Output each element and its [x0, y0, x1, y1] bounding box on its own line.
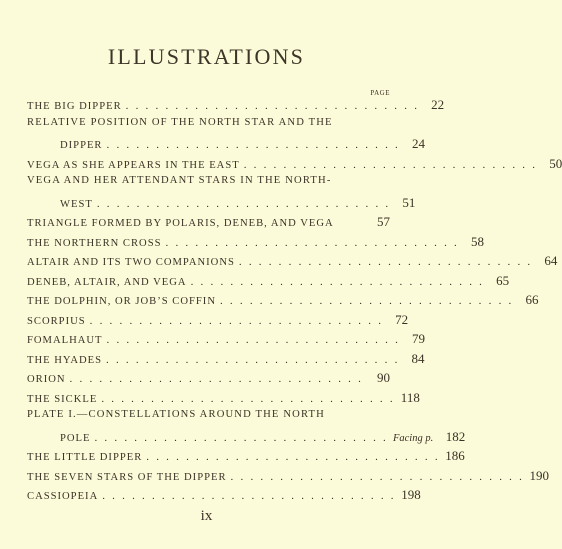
list-item-continuation	[27, 194, 416, 215]
entry-title: THE SEVEN STARS OF THE DIPPER	[27, 471, 227, 483]
dot-leader: ..............................	[125, 100, 425, 112]
dot-leader: ..............................	[243, 158, 543, 171]
list-item	[27, 272, 510, 293]
entry-title: THE BIG DIPPER	[27, 101, 122, 112]
entry-page: 24	[412, 136, 425, 151]
dot-leader: ..............................	[146, 451, 445, 463]
entry-page: 118	[400, 389, 420, 405]
entry-page: 22	[431, 97, 445, 112]
list-item	[27, 155, 562, 176]
dot-leader: ..............................	[106, 353, 405, 366]
list-item	[27, 389, 420, 410]
entry-page: 190	[529, 467, 550, 483]
list-item-continuation	[27, 136, 425, 156]
dot-leader: ..............................	[230, 470, 530, 483]
entry-page: 58	[471, 233, 484, 249]
list-item	[27, 214, 390, 234]
entry-page: 72	[395, 311, 409, 327]
list-item	[27, 350, 425, 371]
dot-leader: ..............................	[165, 236, 464, 249]
page-heading: ILLUSTRATIONS	[107, 44, 306, 69]
list-item-continuation	[27, 428, 466, 449]
entry-title: THE HYADES	[27, 354, 103, 366]
entry-title: THE NORTHERN CROSS	[27, 237, 162, 249]
list-item	[27, 117, 390, 137]
dot-leader: ..............................	[94, 431, 393, 444]
dot-leader: ..............................	[69, 373, 369, 385]
list-item	[27, 448, 465, 468]
entry-title: VEGA AND HER ATTENDANT STARS IN THE NORTH-	[27, 175, 332, 186]
list-item	[27, 175, 390, 195]
entry-title: DENEB, ALTAIR, AND VEGA	[27, 276, 187, 288]
illustrations-list	[27, 97, 562, 507]
facing-page-note: Facing p.	[392, 432, 434, 444]
entry-page: 65	[496, 272, 510, 288]
entry-title: RELATIVE POSITION OF THE NORTH STAR AND THE	[27, 116, 333, 128]
dot-leader: ..............................	[190, 275, 490, 288]
list-item	[27, 331, 426, 351]
page-folio: ix	[200, 508, 213, 524]
list-item	[27, 253, 558, 273]
entry-page: 57	[377, 214, 390, 229]
entry-title-continued: WEST	[60, 198, 93, 210]
page-column-label: PAGE	[370, 89, 390, 97]
dot-leader: ..............................	[219, 295, 519, 307]
dot-leader: ..............................	[101, 392, 400, 405]
list-item	[27, 292, 539, 312]
list-item	[27, 97, 445, 117]
entry-page: 198	[401, 487, 421, 502]
entry-title: CASSIOPEIA	[27, 491, 99, 502]
entry-page: 186	[445, 448, 465, 463]
list-item	[27, 409, 390, 429]
dot-leader: ..............................	[102, 490, 401, 502]
dot-leader: ..............................	[96, 197, 396, 210]
entry-page: 64	[544, 253, 558, 268]
list-item	[27, 370, 390, 390]
entry-title-continued: POLE	[60, 432, 91, 444]
entry-title: ALTAIR AND ITS TWO COMPANIONS	[27, 257, 235, 268]
entry-title: FOMALHAUT	[27, 335, 103, 346]
entry-title: THE LITTLE DIPPER	[27, 452, 143, 463]
entry-title: THE DOLPHIN, OR JOB’S COFFIN	[27, 296, 216, 307]
dot-leader: ..............................	[106, 334, 406, 346]
entry-page: 84	[411, 350, 425, 366]
entry-page: 182	[445, 428, 466, 444]
dot-leader: ..............................	[106, 139, 405, 151]
list-item	[27, 311, 409, 332]
entry-page: 79	[412, 331, 426, 346]
entry-title: VEGA AS SHE APPEARS IN THE EAST	[27, 159, 240, 171]
entry-title: SCORPIUS	[27, 315, 86, 327]
entry-page: 66	[525, 292, 539, 307]
entry-page: 51	[402, 194, 416, 210]
list-item	[27, 467, 550, 488]
list-item	[27, 487, 421, 507]
entry-page: 90	[377, 370, 390, 385]
entry-title: TRIANGLE FORMED BY POLARIS, DENEB, AND VEGA	[27, 218, 334, 229]
list-item	[27, 233, 484, 254]
entry-title: THE SICKLE	[27, 393, 98, 405]
entry-title: PLATE I.—CONSTELLATIONS AROUND THE NORTH	[27, 409, 325, 420]
entry-title-continued: DIPPER	[60, 140, 103, 151]
entry-page: 50	[549, 155, 562, 171]
dot-leader: ..............................	[238, 256, 538, 268]
dot-leader: ..............................	[89, 314, 389, 327]
entry-title: ORION	[27, 374, 66, 385]
